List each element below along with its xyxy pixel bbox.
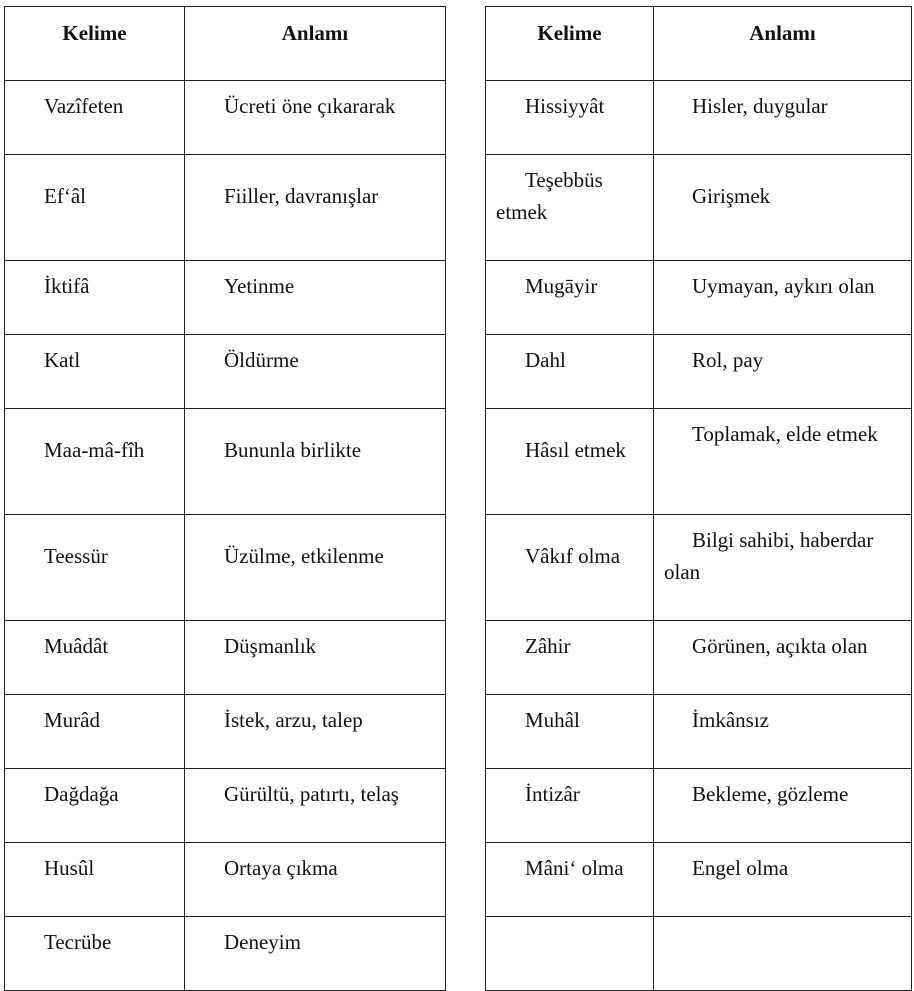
table-row [5, 335, 446, 409]
meaning-cell: İmkânsız [654, 695, 912, 769]
word-cell: Mugāyir [486, 261, 654, 335]
word-cell: Muâdât [5, 621, 185, 695]
meaning-cell: Öldürme [185, 335, 446, 409]
table-row [5, 515, 446, 621]
meaning-cell: İstek, arzu, talep [185, 695, 446, 769]
word-cell: Hissiyyât [486, 81, 654, 155]
word-cell: İktifâ [5, 261, 185, 335]
word-cell: Dahl [486, 335, 654, 409]
word-cell: Husûl [5, 843, 185, 917]
meaning-cell: Yetinme [185, 261, 446, 335]
column-header-meaning: Anlamı [654, 7, 912, 81]
table-row [486, 769, 912, 843]
word-cell [486, 917, 654, 991]
word-cell: Vâkıf olma [486, 515, 654, 621]
meaning-cell: Uymayan, aykırı olan [654, 261, 912, 335]
column-header-word: Kelime [5, 7, 185, 81]
meaning-cell: Toplamak, elde etmek [654, 409, 912, 515]
glossary-table-left [4, 6, 446, 991]
word-cell: Dağdağa [5, 769, 185, 843]
table-row [486, 335, 912, 409]
word-cell: Maa-mâ-fîh [5, 409, 185, 515]
meaning-cell: Düşmanlık [185, 621, 446, 695]
meaning-cell: Görünen, açıkta olan [654, 621, 912, 695]
table-row [5, 917, 446, 991]
meaning-cell: Ortaya çıkma [185, 843, 446, 917]
word-cell: Vazîfeten [5, 81, 185, 155]
word-cell: Hâsıl etmek [486, 409, 654, 515]
word-cell: Teessür [5, 515, 185, 621]
table-row [486, 695, 912, 769]
meaning-cell: Fiiller, davranışlar [185, 155, 446, 261]
table-row [5, 621, 446, 695]
table-row [486, 409, 912, 515]
column-header-word: Kelime [486, 7, 654, 81]
meaning-cell: Deneyim [185, 917, 446, 991]
meaning-cell: Bekleme, gözleme [654, 769, 912, 843]
meaning-cell: Ücreti öne çıkararak [185, 81, 446, 155]
table-row [486, 261, 912, 335]
header-row [486, 7, 912, 81]
word-cell: Tecrübe [5, 917, 185, 991]
table-row [486, 155, 912, 261]
table-row [486, 81, 912, 155]
table-row [486, 621, 912, 695]
word-cell: Mâni‘ olma [486, 843, 654, 917]
table-row [5, 81, 446, 155]
table-row [5, 409, 446, 515]
table-row [5, 155, 446, 261]
table-row [5, 695, 446, 769]
meaning-cell: Hisler, duygular [654, 81, 912, 155]
meaning-cell: Gürültü, patırtı, telaş [185, 769, 446, 843]
meaning-cell: Bilgi sahibi, haberdar olan [654, 515, 912, 621]
header-row [5, 7, 446, 81]
word-cell: İntizâr [486, 769, 654, 843]
table-row [486, 843, 912, 917]
word-cell: Murâd [5, 695, 185, 769]
meaning-cell [654, 917, 912, 991]
column-header-meaning: Anlamı [185, 7, 446, 81]
meaning-cell: Bununla birlikte [185, 409, 446, 515]
word-cell: Ef‘âl [5, 155, 185, 261]
word-cell: Zâhir [486, 621, 654, 695]
table-row [5, 769, 446, 843]
word-cell: Muhâl [486, 695, 654, 769]
meaning-cell: Rol, pay [654, 335, 912, 409]
glossary-table-right [485, 6, 912, 991]
table-row [5, 843, 446, 917]
meaning-cell: Engel olma [654, 843, 912, 917]
meaning-cell: Girişmek [654, 155, 912, 261]
table-row [486, 515, 912, 621]
meaning-cell: Üzülme, etkilenme [185, 515, 446, 621]
word-cell: Katl [5, 335, 185, 409]
table-row [5, 261, 446, 335]
word-cell: Teşebbüs etmek [486, 155, 654, 261]
table-row [486, 917, 912, 991]
